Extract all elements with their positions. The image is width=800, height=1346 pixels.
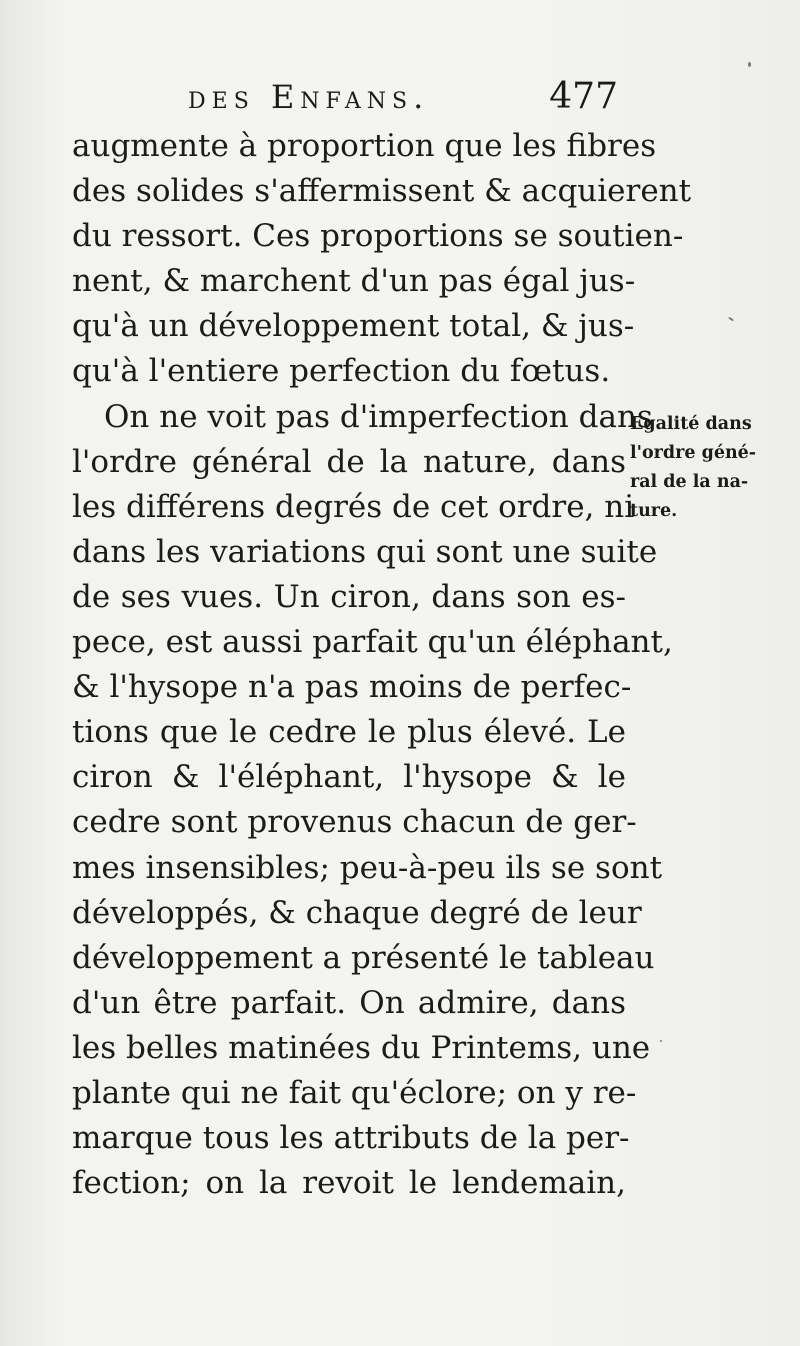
text-line: développement a présenté le tableau	[72, 939, 655, 976]
text-line: qu'à un développement total, & jus-	[72, 308, 635, 345]
text-line: ciron & l'éléphant, l'hysope & le	[72, 759, 626, 796]
text-line: des solides s'affermissent & acquierent	[72, 173, 692, 210]
running-head: des Enfans.	[188, 78, 430, 116]
text-line: du ressort. Ces proportions se soutien-	[72, 218, 684, 255]
text-line: dans les variations qui sont une suite	[72, 533, 658, 570]
text-line: & l'hysope n'a pas moins de perfec-	[72, 669, 632, 706]
text-line: nent, & marchent d'un pas égal jus-	[72, 263, 636, 300]
paper-speck	[748, 62, 751, 67]
text-line: les belles matinées du Printems, une	[72, 1029, 651, 1066]
margin-note-line: ture.	[630, 501, 678, 521]
page-number: 477	[549, 76, 618, 117]
text-line: qu'à l'entiere perfection du fœtus.	[72, 353, 611, 390]
margin-note	[630, 410, 780, 526]
paper-speck	[728, 316, 734, 321]
text-line: marque tous les attributs de la per-	[72, 1120, 630, 1157]
text-line: tions que le cedre le plus élevé. Le	[72, 714, 626, 751]
paper-speck	[660, 1040, 662, 1042]
margin-note-line: l'ordre géné-	[630, 443, 757, 463]
text-line: l'ordre général de la nature, dans	[72, 443, 626, 480]
text-line: de ses vues. Un ciron, dans son es-	[72, 578, 626, 615]
text-line: les différens degrés de cet ordre, ni	[72, 488, 635, 525]
text-line: d'un être parfait. On admire, dans	[72, 984, 626, 1021]
text-line: augmente à proportion que les fibres	[72, 128, 657, 164]
text-line: cedre sont provenus chacun de ger-	[72, 804, 637, 841]
margin-note-line: ral de la na-	[630, 472, 749, 492]
text-line: On ne voit pas d'imperfection dans	[104, 398, 653, 435]
margin-note-line: Egalité dans	[630, 414, 752, 434]
page-header	[188, 72, 618, 122]
text-line: mes insensibles; peu-à-peu ils se sont	[72, 849, 663, 886]
text-line: fection; on la revoit le lendemain,	[72, 1165, 626, 1202]
text-line: pece, est aussi parfait qu'un éléphant,	[72, 624, 673, 661]
text-line: développés, & chaque degré de leur	[72, 894, 642, 931]
text-line: plante qui ne fait qu'éclore; on y re-	[72, 1074, 637, 1111]
